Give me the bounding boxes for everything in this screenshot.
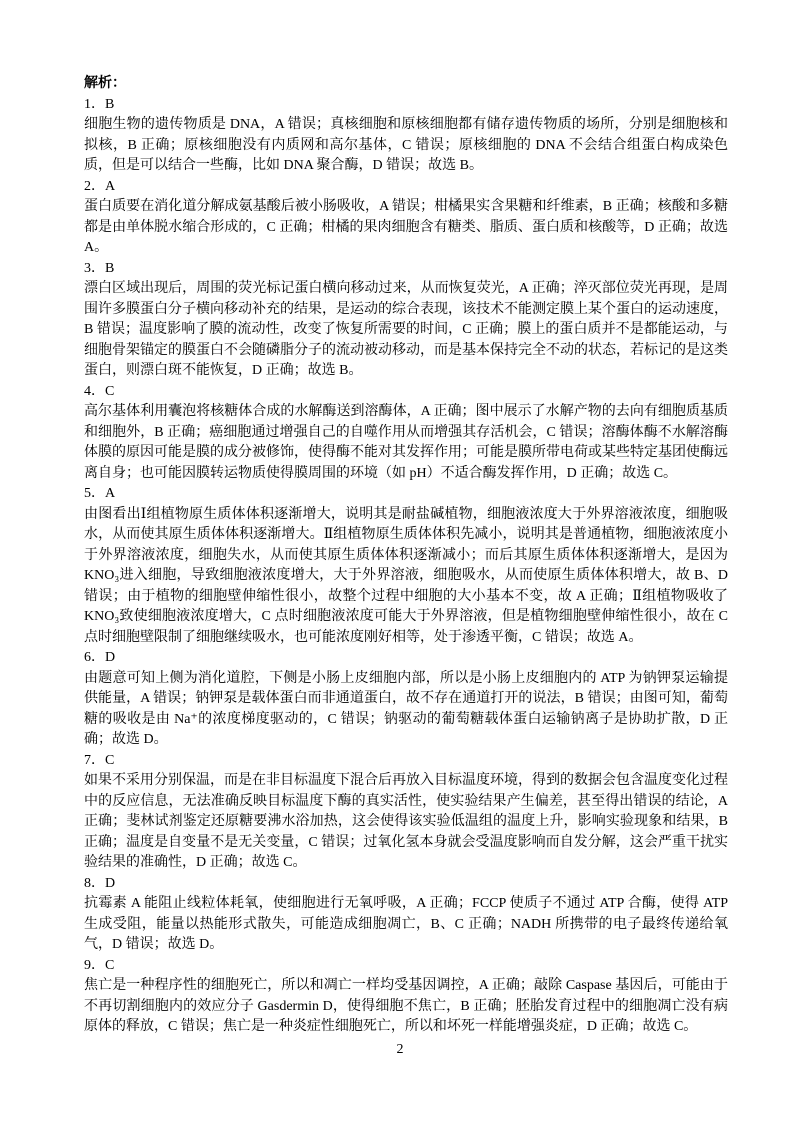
- answer-section-7: [84, 751, 728, 874]
- answer-label-7: 7．C: [84, 752, 115, 768]
- answer-label-2: 2．A: [84, 178, 116, 194]
- answer-section-3: [84, 259, 728, 382]
- answer-explanation-9: 焦亡是一种程序性的细胞死亡，所以和凋亡一样均受基因调控，A 正确；敲除 Caspase 基因后，可能由于不再切割细胞内的效应分子 Gasdermin D，使得细胞不焦亡，B 正确；胚胎发育过程中的细胞凋亡没有病原体的释放，C 错误；焦亡是一种炎症性细胞死亡，所以和坏死一样能增强炎症，D 正确；故选 C。: [84, 978, 728, 1034]
- answer-explanation-7: 如果不采用分别保温，而是在非目标温度下混合后再放入目标温度环境，得到的数据会包含温度变化过程中的反应信息，无法准确反映目标温度下酶的真实活性，使实验结果产生偏差，甚至得出错误的结论，A 正确；斐林试剂鉴定还原糖要沸水浴加热，这会使得该实验低温组的温度上升，影响实验现象和结果，B 正确；温度是自变量不是无关变量，C 错误；过氧化氢本身就会受温度影响而自发分解，这会严重干扰实验结果的准确性，D 正确；故选 C。: [84, 773, 728, 870]
- answer-explanation-8: 抗霉素 A 能阻止线粒体耗氧，使细胞进行无氧呼吸，A 正确；FCCP 使质子不通过 ATP 合酶，使得 ATP生成受阻，能量以热能形式散失，可能造成细胞凋亡，B、C 正确；NADH 所携带的电子最终传递给氧气，D 错误；故选 D。: [84, 896, 728, 952]
- answer-label-6: 6．D: [84, 650, 116, 665]
- answer-explanation-5: 由图看出Ⅰ组植物原生质体体积逐渐增大，说明其是耐盐碱植物，细胞液浓度大于外界溶液浓度，细胞吸水，从而使其原生质体体积逐渐增大。Ⅱ组植物原生质体体积先减小，说明其是普通植物，细胞液浓度小于外界溶液浓度，细胞失水，从而使其原生质体体积逐渐减小；而后其原生质体体积逐渐增大，是因为KNO₃进入细胞，导致细胞液浓度增大，大于外界溶液，细胞吸水，从而使原生质体体积增大，故 B、D错误；由于植物的细胞壁伸缩性很小，故整个过程中细胞的大小基本不变，故 A 正确；Ⅱ组植物吸收了KNO₃致使细胞液浓度增大，C 点时细胞液浓度可能大于外界溶液，但是植物细胞壁伸缩性很小，故在 C点时细胞壁限制了细胞继续吸水，也可能浓度刚好相等，处于渗透平衡，C 错误；故选 A。: [84, 506, 728, 645]
- answer-section-4: [84, 382, 728, 485]
- page-title: 解析：: [84, 76, 126, 91]
- answer-label-5: 5．A: [84, 486, 116, 501]
- answer-section-8: [84, 874, 728, 956]
- answer-section-6: [84, 648, 728, 751]
- answer-explanation-1: 细胞生物的遗传物质是 DNA，A 错误；真核细胞和原核细胞都有储存遗传物质的场所，分别是细胞核和拟核，B 正确；原核细胞没有内质网和高尔基体，C 错误；原核细胞的 DNA 不会结合组蛋白构成染色质，但是可以结合一些酶，比如 DNA 聚合酶，D 错误；故选 B。: [84, 117, 728, 173]
- answer-explanation-6: 由题意可知上侧为消化道腔，下侧是小肠上皮细胞内部，所以是小肠上皮细胞内的 ATP 为钠钾泵运输提供能量，A 错误；钠钾泵是载体蛋白而非通道蛋白，故不存在通道打开的说法，B 错误；由图可知，葡萄糖的吸收是由 Na⁺的浓度梯度驱动的，C 错误；钠驱动的葡萄糖载体蛋白运输钠离子是协助扩散，D 正确；故选 D。: [84, 670, 728, 747]
- answer-section-5: [84, 484, 728, 648]
- answer-label-8: 8．D: [84, 875, 116, 891]
- answer-section-1: [84, 95, 728, 177]
- answer-label-1: 1．B: [84, 96, 115, 112]
- answer-section-2: [84, 177, 728, 259]
- answer-explanation-4: 高尔基体利用囊泡将核糖体合成的水解酶送到溶酶体，A 正确；图中展示了水解产物的去向有细胞质基质和细胞外，B 正确；癌细胞通过增强自己的自噬作用从而增强其存活机会，C 错误；溶酶体酶不水解溶酶体膜的原因可能是膜的成分被修饰，使得酶不能对其发挥作用；可能是膜所带电荷或某些特定基团使酶远离自身；也可能因膜转运物质使得膜周围的环境（如 pH）不适合酶发挥作用，D 正确；故选 C。: [84, 404, 728, 481]
- answer-section-9: [84, 956, 728, 1038]
- page-number: 2: [396, 1042, 404, 1057]
- answer-label-3: 3．B: [84, 260, 115, 276]
- answer-label-4: 4．C: [84, 383, 115, 399]
- answer-label-9: 9．C: [84, 957, 115, 973]
- answer-explanation-2: 蛋白质要在消化道分解成氨基酸后被小肠吸收，A 错误；柑橘果实含果糖和纤维素，B 正确；核酸和多糖都是由单体脱水缩合形成的，C 正确；柑橘的果肉细胞含有糖类、脂质、蛋白质和核酸等，D 正确；故选 A。: [84, 199, 728, 255]
- answer-explanation-3: 漂白区域出现后，周围的荧光标记蛋白横向移动过来，从而恢复荧光，A 正确；淬灭部位荧光再现，是周围许多膜蛋白分子横向移动补充的结果，是运动的综合表现，该技术不能测定膜上某个蛋白的运动速度，B 错误；温度影响了膜的流动性，改变了恢复所需要的时间，C 正确；膜上的蛋白质并不是都能运动，与细胞骨架锚定的膜蛋白不会随磷脂分子的流动被动移动，而是基本保持完全不动的状态，若标记的是这类蛋白，则漂白斑不能恢复，D 正确；故选 B。: [84, 281, 728, 378]
